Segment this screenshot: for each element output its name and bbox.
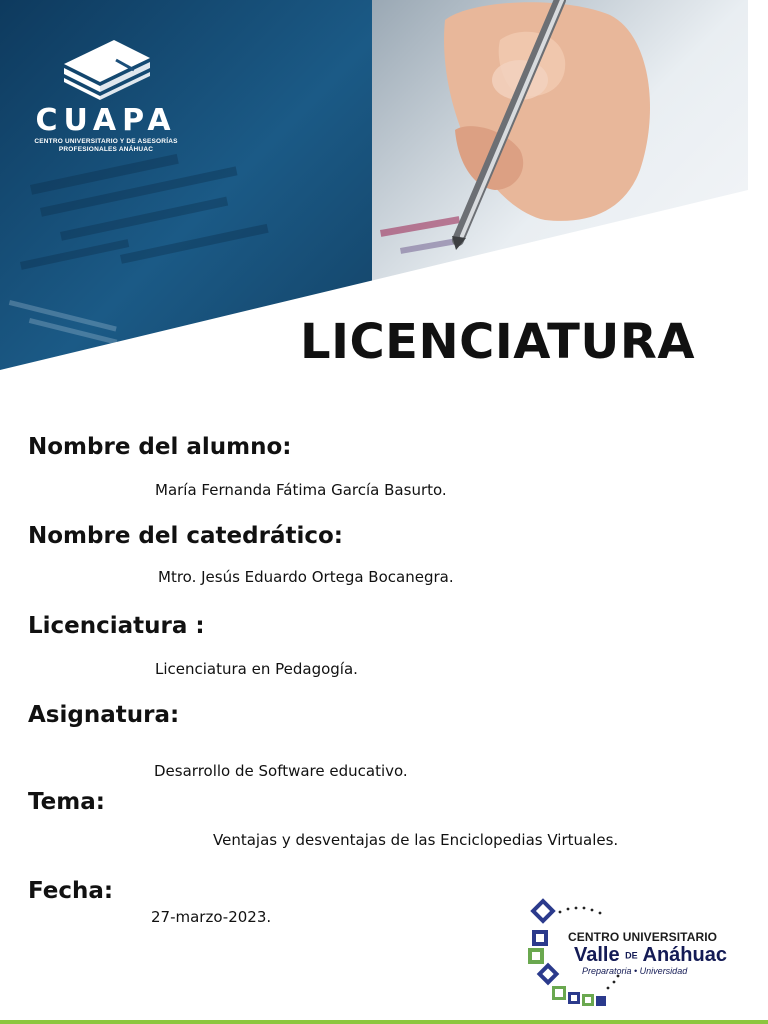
cuapa-wordmark: CUAPA [35,103,177,138]
book-stack-icon [56,30,156,102]
document-title: LICENCIATURA [300,314,695,370]
vda-line1: CENTRO UNIVERSITARIO [568,930,718,944]
vda-line2 [574,942,727,969]
label-topic: Tema: [28,789,105,815]
vda-line3: Preparatoria • Universidad [582,966,688,976]
cuapa-subtitle-line2: PROFESIONALES ANÁHUAC [58,146,154,153]
value-topic: Ventajas y desventajas de las Enciclopedias Virtuales. [213,831,619,849]
vda-valle: Valle [574,944,620,966]
label-subject: Asignatura: [28,702,180,728]
value-subject: Desarrollo de Software educativo. [154,762,408,780]
label-date: Fecha: [28,878,114,904]
cuapa-logo [26,30,186,154]
vda-anahuac: Anáhuac [642,944,727,966]
value-professor-name: Mtro. Jesús Eduardo Ortega Bocanegra. [158,568,454,586]
label-student-name: Nombre del alumno: [28,434,292,460]
cuapa-subtitle-line1: CENTRO UNIVERSITARIO Y DE ASESORÍAS [34,138,178,145]
vda-de: DE [625,950,638,961]
value-student-name: María Fernanda Fátima García Basurto. [155,481,447,499]
label-professor-name: Nombre del catedrático: [28,523,343,549]
value-degree: Licenciatura en Pedagogía. [155,660,358,678]
label-degree: Licenciatura : [28,613,205,639]
valle-de-anahuac-logo [522,896,732,1014]
value-date: 27-marzo-2023. [151,908,272,926]
bottom-accent-line [0,1020,768,1024]
